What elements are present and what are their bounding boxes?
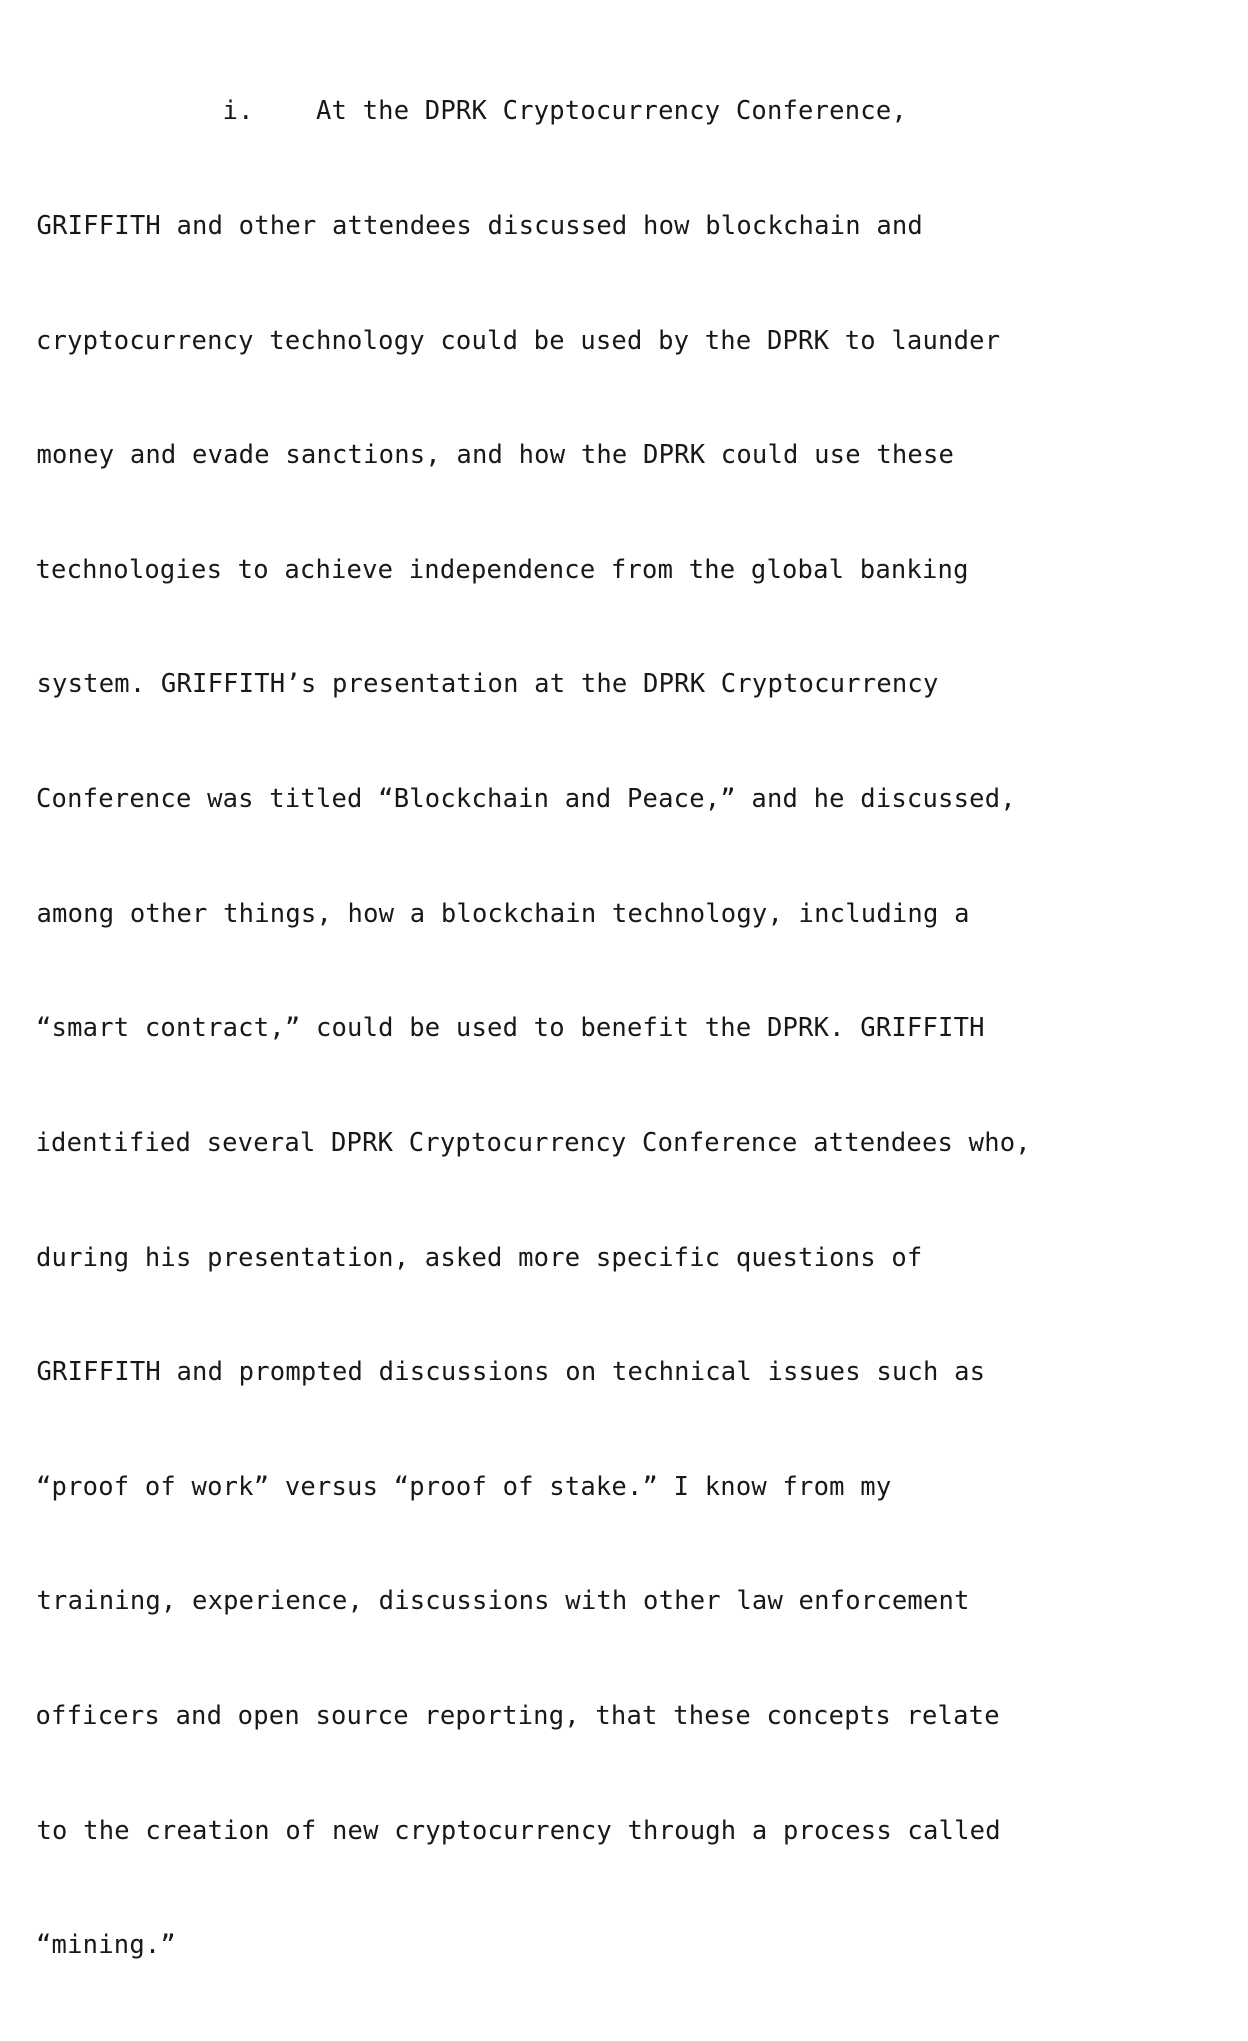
text-line: GRIFFITH and other attendees discussed how blockchain and <box>36 211 923 242</box>
text-line: Conference was titled “Blockchain and Peace,” and he discussed, <box>36 784 1016 815</box>
text-line: among other things, how a blockchain technology, including a <box>36 898 970 929</box>
text-line: training, experience, discussions with other law enforcement <box>36 1586 970 1617</box>
text-line: “smart contract,” could be used to benefit the DPRK. GRIFFITH <box>36 1013 985 1044</box>
text-line: “mining.” <box>36 1930 176 1961</box>
text-line: system. GRIFFITH’s presentation at the DPRK Cryptocurrency <box>36 669 939 700</box>
text-line: “proof of work” versus “proof of stake.” I know from my <box>36 1471 892 1502</box>
body-paragraph <box>36 16 1236 2041</box>
text-line: GRIFFITH and prompted discussions on technical issues such as <box>36 1357 986 1388</box>
text-line: officers and open source reporting, that these concepts relate <box>35 1700 1000 1731</box>
text-line: money and evade sanctions, and how the DPRK could use these <box>36 440 955 471</box>
text-line: to the creation of new cryptocurrency through a process called <box>36 1815 1001 1846</box>
text-line: identified several DPRK Cryptocurrency Conference attendees who, <box>35 1127 1031 1158</box>
text-line: technologies to achieve independence from the global banking <box>35 554 969 585</box>
text-line: cryptocurrency technology could be used by the DPRK to launder <box>36 325 1001 356</box>
text-line: i. At the DPRK Cryptocurrency Conference, <box>36 96 907 127</box>
text-line: during his presentation, asked more specific questions of <box>36 1242 923 1273</box>
